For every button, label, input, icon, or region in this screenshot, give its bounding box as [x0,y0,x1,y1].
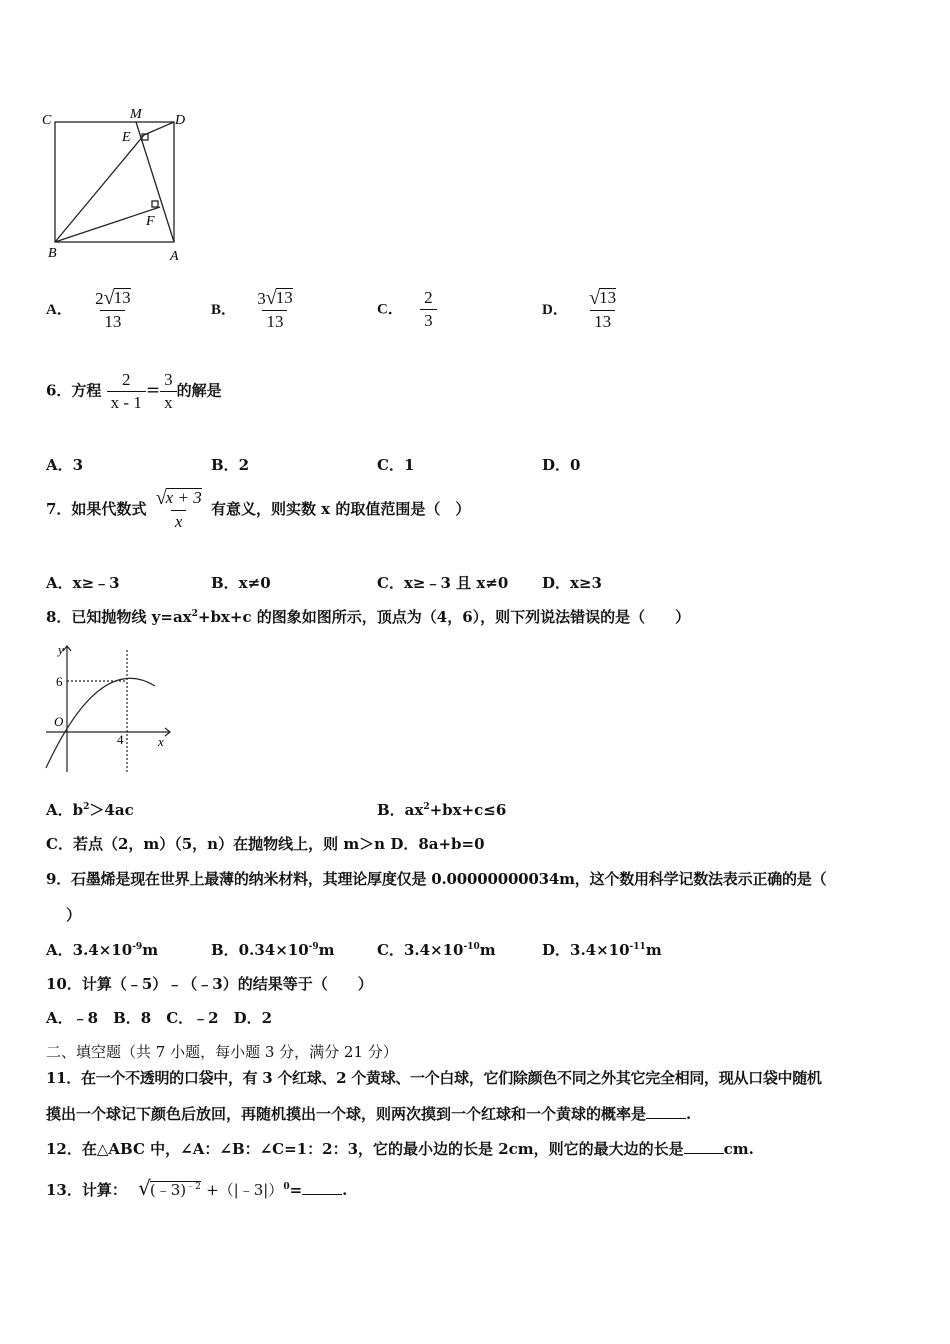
q10-stem: 10．计算（﹣5）﹣（﹣3）的结果等于（ ） [46,975,373,993]
line-BE [55,135,144,242]
right-angle-F [152,201,158,207]
line-BF [55,207,160,242]
q9-stem-line2: ） [66,906,82,924]
q6-option-a[interactable]: A．3 [46,456,84,474]
q9-option-a[interactable]: A．$3.4\times 10^{-9}m$ [46,941,159,959]
q13-answer-blank[interactable] [302,1182,342,1195]
q11-line2: 摸出一个球记下颜色后放回，再随机摸出一个球，则两次摸到一个红球和一个黄球的概率是 . [46,1105,692,1123]
q6-option-b[interactable]: B．2 [211,456,250,474]
q7-option-d[interactable]: D．x≥3 [542,574,602,592]
label-E: E [122,130,131,145]
section-2-title: 二、填空题（共 7 小题，每小题 3 分，满分 21 分） [46,1043,398,1061]
q5-option-a[interactable]: A． 2 √ 13 13 [46,287,131,331]
label-B: B [48,246,57,261]
label-A: A [170,249,179,264]
q9-option-c[interactable]: C．$3.4\times 10^{-10}m$ [377,941,496,959]
q6-option-d[interactable]: D．0 [542,456,581,474]
q5-option-b[interactable]: B． 3 √ 13 13 [211,287,293,331]
q12-answer-blank[interactable] [684,1141,724,1154]
q11-line1: 11．在一个不透明的口袋中，有 3 个红球、2 个黄球、一个白球，它们除颜色不同之外其它完全相同，现从口袋中随机 [46,1069,822,1087]
line-ED [144,122,174,135]
q9-option-d[interactable]: D．$3.4\times 10^{-11}m$ [542,941,662,959]
q6-stem: 6．方程 $\frac{2}{x - 1}$ = $\frac{3}{x}$ 的解是 [46,370,222,412]
parabola-graph [40,640,180,780]
q13-stem: 13．计算： √ (﹣3)$^{﹣2}$ +（|﹣3|）$^0$= . [46,1176,348,1200]
q10-options[interactable]: A．﹣8 B．8 C．﹣2 D．2 [46,1009,273,1027]
q7-option-b[interactable]: B．x≠0 [211,574,271,592]
label-six: 6 [56,674,63,689]
q9-stem-line1: 9．石墨烯是现在世界上最薄的纳米材料，其理论厚度仅是 0.00000000034m，这个数用科学记数法表示正确的是（ [46,870,827,888]
q6-option-c[interactable]: C．1 [377,456,415,474]
q7-stem: 7．如果代数式 √ x + 3 x 有意义，则实数 x 的取值范围是（ ） [46,487,471,531]
q7-option-c[interactable]: C．x≥﹣3 且 x≠0 [377,574,509,592]
line-BD [55,122,174,242]
label-C: C [42,113,52,128]
q9-option-b[interactable]: B．$0.34\times 10^{-9}m$ [211,941,335,959]
label-M: M [130,107,142,122]
label-origin: O [54,714,64,729]
q12-stem: 12．在△ABC 中，∠A：∠B：∠C=1：2：3，它的最小边的长是 2cm，则它的最大边的长是 cm. [46,1140,754,1158]
q7-option-a[interactable]: A．x≥﹣3 [46,574,120,592]
label-D: D [175,113,186,128]
label-y: y [58,642,64,657]
q8-stem: 8．已知抛物线 $y=ax^2+bx+c$ 的图象如图所示，顶点为（4，6），则下列说法错误的是（ ） [46,608,691,626]
q8-option-a[interactable]: A．$b^2>4ac$ [46,801,134,819]
q5-option-c[interactable]: C． $\frac{2}{3}$ [377,288,437,331]
q5-option-d[interactable]: D． √ 13 13 [542,287,617,331]
square-geometry-figure [38,105,198,265]
label-x: x [158,734,164,749]
label-F: F [146,214,155,229]
q11-answer-blank[interactable] [646,1106,686,1119]
q8-option-b[interactable]: B．$ax^2+bx+c\le 6$ [377,801,507,819]
q8-options-c-d[interactable]: C．若点（2，m）（5，n）在抛物线上，则 m＞n D．8a+b=0 [46,835,485,853]
label-four: 4 [117,732,124,747]
